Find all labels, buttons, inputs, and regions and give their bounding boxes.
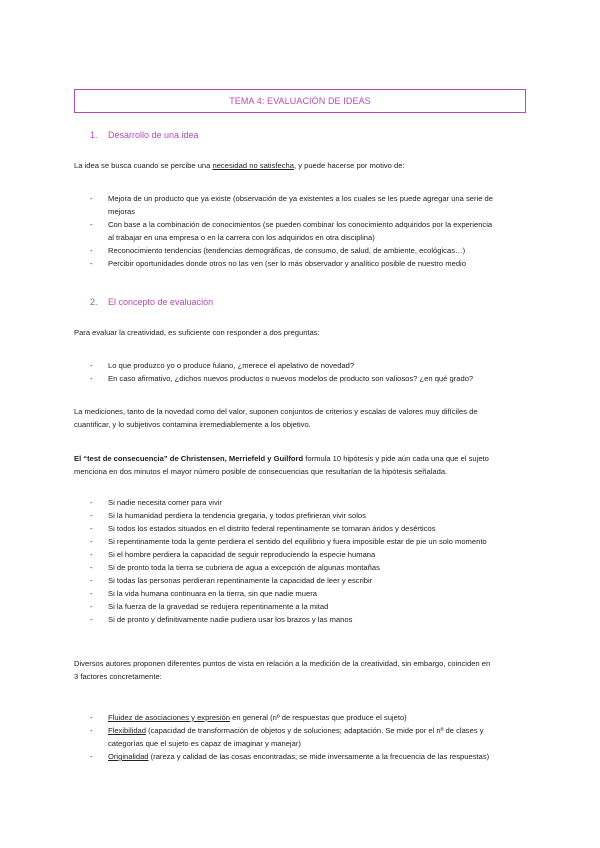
list-item: [74, 600, 526, 613]
list-item: [74, 244, 526, 257]
topic-title-box: [74, 89, 526, 113]
list-item: [74, 587, 526, 600]
list-item-text: Si de pronto toda la tierra se cubriera de agua a excepción de algunas montañas: [108, 563, 380, 572]
list-item-text: Mejora de un producto que ya existe (observación de ya existentes a los cuales se les puede agregar una serie de: [108, 194, 493, 203]
list-item: [74, 613, 526, 626]
list-item-text: Reconocimiento tendencias (tendencias demográficas, de consumo, de salud, de ambiente, ecológicas…): [108, 246, 466, 255]
list-item: [74, 574, 526, 587]
list-item-text: (rareza y calidad de las cosas encontradas; se mide inversamente a la frecuencia de las respuestas): [148, 752, 490, 761]
dash-bullet: -: [90, 537, 93, 546]
list-item-text: Si todas las personas perdieran repentinamente la capacidad de leer y escribir: [108, 576, 373, 585]
dash-bullet: -: [90, 602, 93, 611]
dash-bullet: -: [90, 194, 93, 203]
topic-title: TEMA 4: EVALUACIÓN DE IDEAS: [229, 96, 371, 106]
list-item-text-cont: al trabajar en una empresa o en la carrera con los adquiridos en otra disciplina): [108, 233, 375, 242]
list-item: [74, 522, 526, 535]
dash-bullet: -: [90, 246, 93, 255]
dash-bullet: -: [90, 589, 93, 598]
dash-bullet: -: [90, 511, 93, 520]
list-item-text: Si nadie necesita comer para vivir: [108, 498, 222, 507]
dash-bullet: -: [90, 524, 93, 533]
measurements-paragraph: [74, 405, 526, 431]
paragraph-line: menciona en dos minutos el mayor número posible de consecuencias que resultarían de la hipótesis señalada.: [74, 467, 448, 476]
dash-bullet: -: [90, 259, 93, 268]
list-item: [74, 359, 526, 372]
section-number: 1.: [90, 130, 98, 140]
section-heading-2: [90, 297, 213, 307]
dash-bullet: -: [90, 752, 93, 761]
intro-paragraph: [74, 159, 526, 172]
factor-term: Originalidad: [108, 752, 149, 761]
motives-list: [74, 192, 526, 270]
test-name-bold: El “test de consecuencia” de Christensen, Merriefeld y Guilford: [74, 454, 304, 463]
dash-bullet: -: [90, 220, 93, 229]
section-label: El concepto de evaluación: [108, 297, 214, 307]
list-item-text-cont: mejoras: [108, 207, 136, 216]
test-paragraph: [74, 452, 526, 478]
list-item-text: Si de pronto y definitivamente nadie pudiera usar los brazos y las manos: [108, 615, 353, 624]
section-label: Desarrollo de una idea: [108, 130, 199, 140]
list-item: [74, 257, 526, 270]
paragraph-text: formula 10 hipótesis y pide aún cada una que el sujeto: [303, 454, 489, 463]
intro-text-end: , y puede hacerse por motivo de:: [293, 161, 405, 170]
dash-bullet: -: [90, 576, 93, 585]
list-item-text: Si repentinamente toda la gente perdiera el sentido del equilibrio y fuera imposible estar de pie un solo momento: [108, 537, 487, 546]
factor-term: Flexibilidad: [108, 726, 146, 735]
dash-bullet: -: [90, 615, 93, 624]
list-item-text: Si la fuerza de la gravedad se redujera repentinamente a la mitad: [108, 602, 329, 611]
list-item-text: en general (nº de respuestas que produce el sujeto): [230, 713, 407, 722]
list-item: [74, 218, 526, 244]
list-item: [74, 561, 526, 574]
paragraph-line: 3 factores concretamente:: [74, 672, 162, 681]
list-item: [74, 192, 526, 218]
dash-bullet: -: [90, 713, 93, 722]
questions-list: [74, 359, 526, 385]
intro-underlined-term: necesidad no satisfecha: [212, 161, 294, 170]
list-item: [74, 496, 526, 509]
list-item: [74, 750, 526, 763]
paragraph-line: cuantificar, y lo subjetivos contamina irremediablemente a los objetivo.: [74, 420, 311, 429]
factors-list: [74, 711, 526, 763]
dash-bullet: -: [90, 374, 93, 383]
list-item-text: Si la vida humana continuara en la tierra, sin que nadie muera: [108, 589, 317, 598]
authors-paragraph: [74, 657, 526, 683]
list-item-text: Lo que produzco yo o produce fulano, ¿merece el apelativo de novedad?: [108, 361, 355, 370]
dash-bullet: -: [90, 550, 93, 559]
dash-bullet: -: [90, 361, 93, 370]
list-item-text: Percibir oportunidades donde otros no las ven (ser lo más observador y analítico posible de nuestro medio: [108, 259, 466, 268]
list-item-text: En caso afirmativo, ¿dichos nuevos productos o nuevos modelos de producto son valiosos? ¿en qué grado?: [108, 374, 474, 383]
paragraph-line: La mediciones, tanto de la novedad como del valor, suponen conjuntos de criterios y escalas de valores muy difíciles de: [74, 407, 478, 416]
list-item-text-cont: categorías que el sujeto es capaz de imaginar y manejar): [108, 739, 301, 748]
list-item-text: Si el hombre perdiera la capacidad de seguir reproduciendo la especie humana: [108, 550, 376, 559]
list-item-text: Con base a la combinación de conocimientos (se pueden combinar los conocimiento adquiridos por la experiencia: [108, 220, 493, 229]
list-item: [74, 548, 526, 561]
dash-bullet: -: [90, 498, 93, 507]
dash-bullet: -: [90, 563, 93, 572]
list-item: [74, 711, 526, 724]
section-heading-1: [90, 130, 199, 140]
factor-term: Fluidez de asociaciones y expresión: [108, 713, 230, 722]
paragraph-line: Diversos autores proponen diferentes puntos de vista en relación a la medición de la creatividad, sin embargo, coinciden en: [74, 659, 491, 668]
list-item-text: Si la humanidad perdiera la tendencia gregaria, y todos prefirieran vivir solos: [108, 511, 366, 520]
intro-text: La idea se busca cuando se percibe una: [74, 161, 213, 170]
list-item: [74, 372, 526, 385]
list-item: [74, 724, 526, 750]
evaluate-intro-paragraph: Para evaluar la creatividad, es suficiente con responder a dos preguntas:: [74, 328, 320, 337]
section-number: 2.: [90, 297, 98, 307]
dash-bullet: -: [90, 726, 93, 735]
list-item: [74, 509, 526, 522]
hypotheses-list: [74, 496, 526, 626]
list-item-text: (capacidad de transformación de objetos y de soluciones; adaptación. Se mide por el nº de clases y: [146, 726, 484, 735]
list-item: [74, 535, 526, 548]
list-item-text: Si todos los estados situados en el distrito federal repentinamente se tornaran áridos y desérticos: [108, 524, 436, 533]
